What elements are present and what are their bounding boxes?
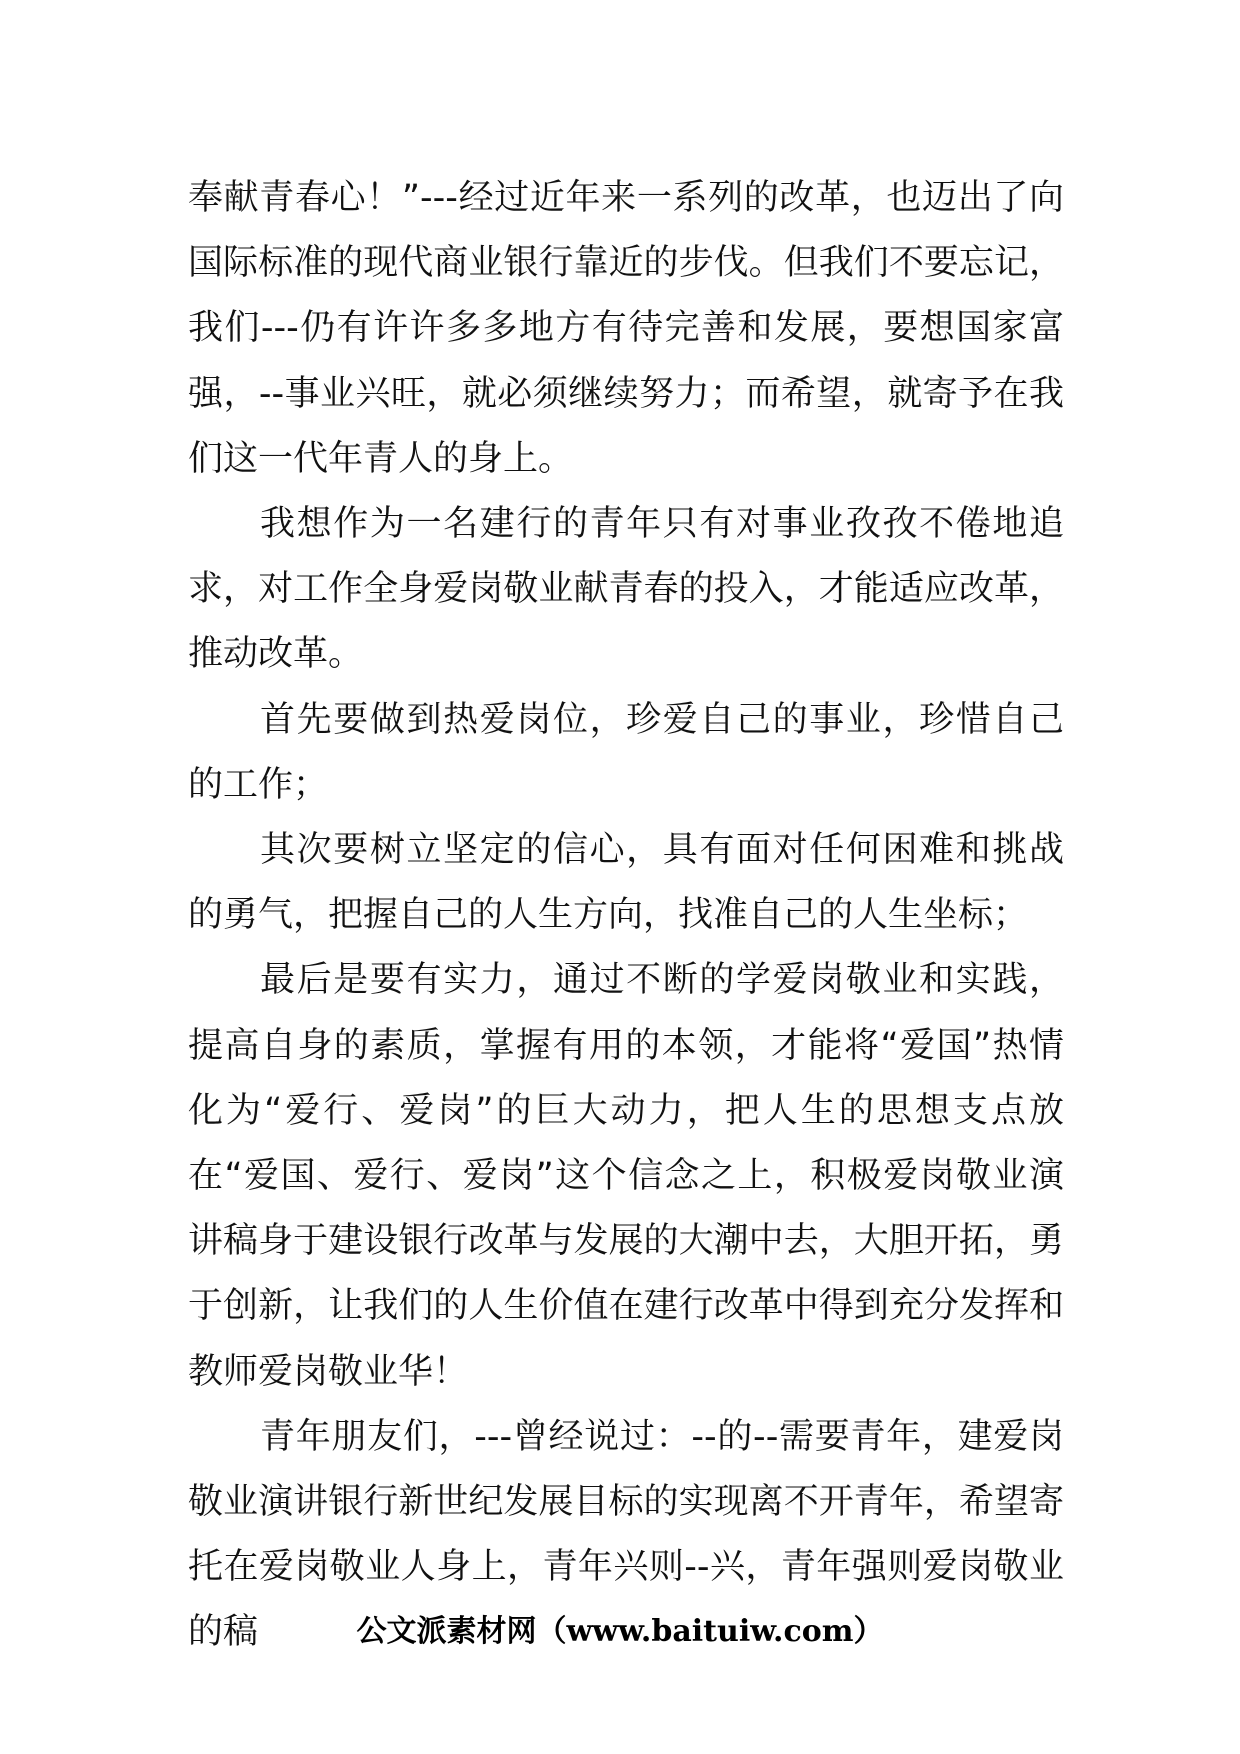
paragraph-2: 我想作为一名建行的青年只有对事业孜孜不倦地追求，对工作全身爱岗敬业献青春的投入，才能适应改革，推动改革。 (188, 504, 1064, 675)
paragraph-3: 首先要做到热爱岗位，珍爱自己的事业，珍惜自己的工作； (188, 699, 1064, 805)
paragraph-6: 青年朋友们，---曾经说过：--的--需要青年，建爱岗敬业演讲银行新世纪发展目标的实现离不开青年，希望寄托在爱岗敬业人身上，青年兴则--兴，青年强则爱岗敬业的稿 (188, 1416, 1064, 1653)
paragraph-5: 最后是要有实力，通过不断的学爱岗敬业和实践，提高自身的素质，掌握有用的本领，才能将“爱国”热情化为“爱行、爱岗”的巨大动力，把人生的思想支点放在“爱国、爱行、爱岗”这个信念之上，积极爱岗敬业演讲稿身于建设银行改革与发展的大潮中去，大胆开拓，勇于创新，让我们的人生价值在建行改革中得到充分发挥和教师爱岗敬业华！ (188, 960, 1064, 1392)
document-body (188, 166, 1064, 1666)
paragraph-4: 其次要树立坚定的信心，具有面对任何困难和挑战的勇气，把握自己的人生方向，找准自己的人生坐标； (188, 830, 1064, 936)
paragraph-1: 奉献青春心！”---经过近年来一系列的改革，也迈出了向国际标准的现代商业银行靠近的步伐。但我们不要忘记，我们---仍有许许多多地方有待完善和发展，要想国家富强，--事业兴旺，就必须继续努力；而希望，就寄予在我们这一代年青人的身上。 (188, 178, 1064, 479)
page-footer: 公文派素材网（www.baituiw.com） (356, 1614, 884, 1649)
